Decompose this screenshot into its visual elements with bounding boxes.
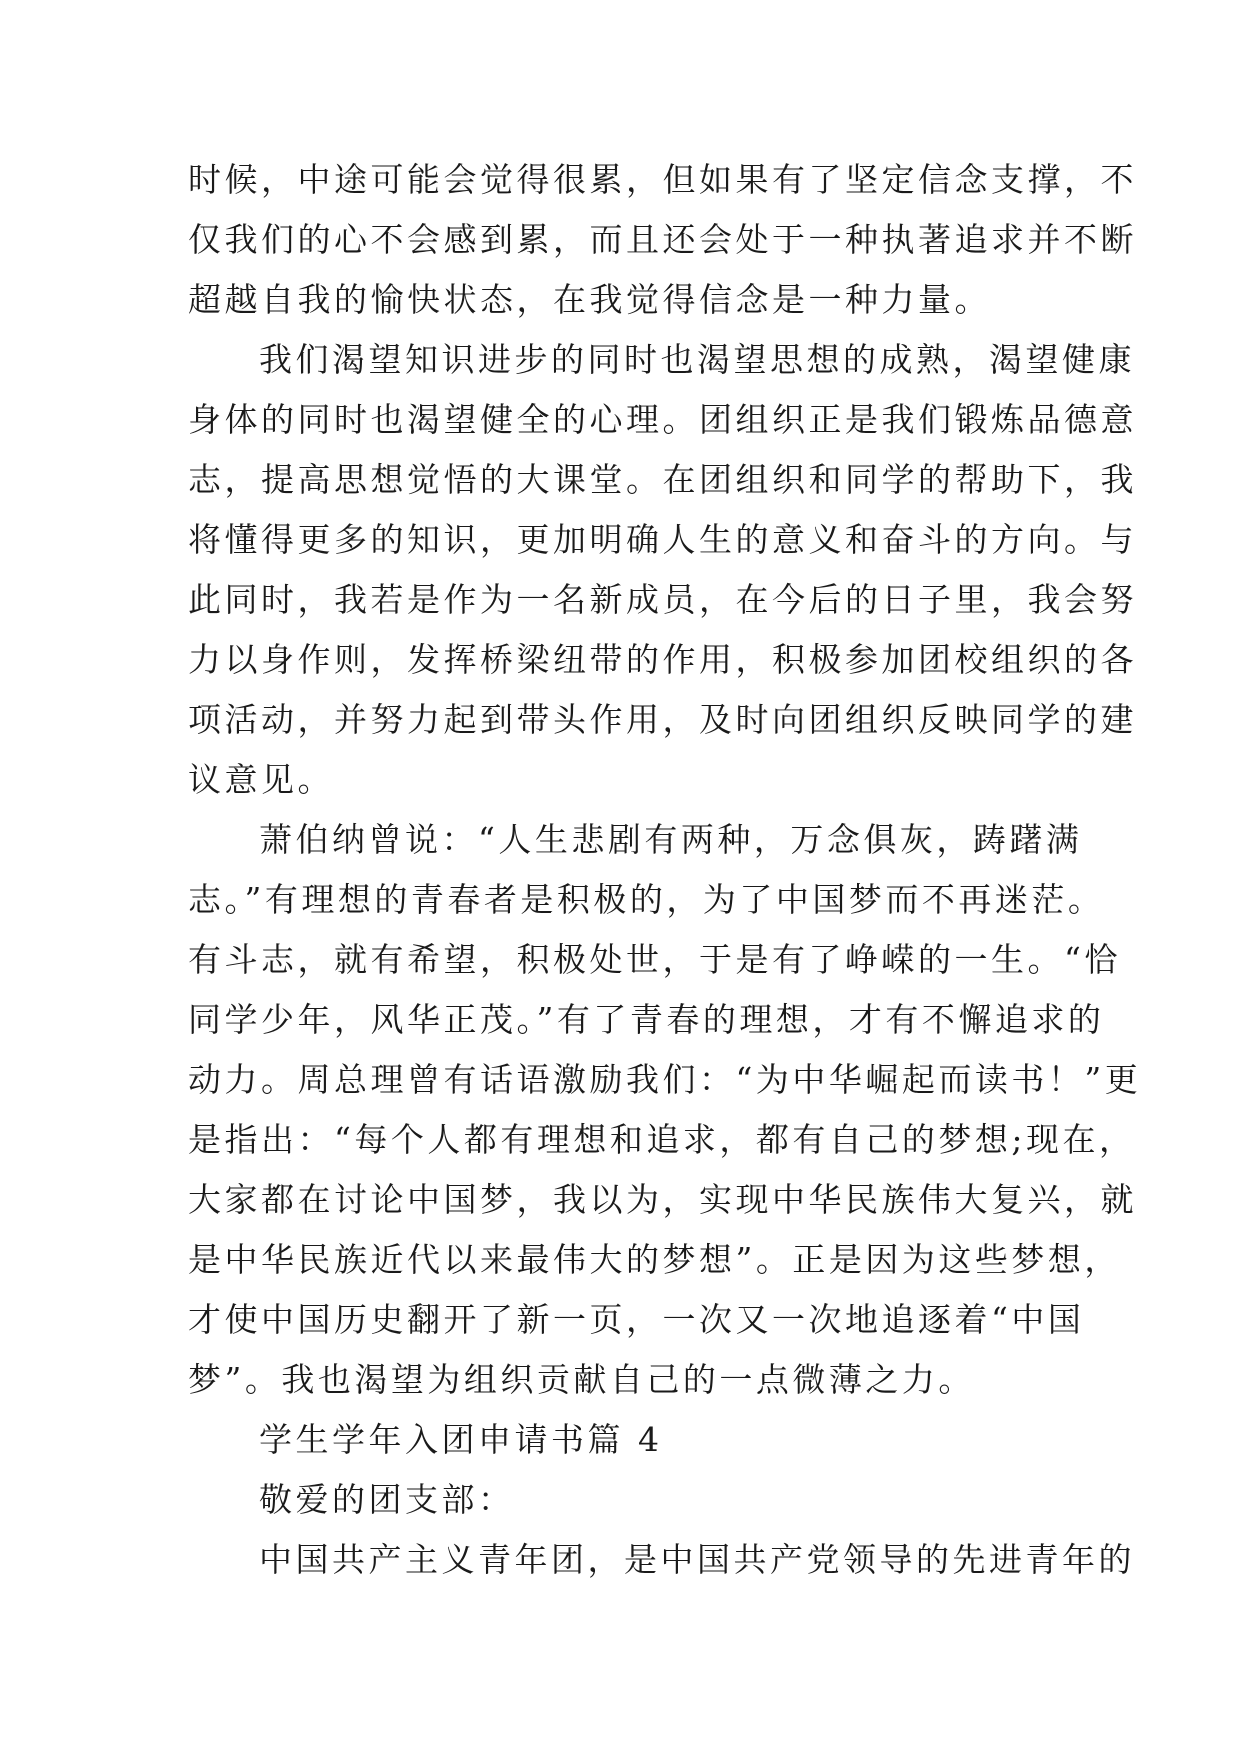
section-heading: 学生学年入团申请书篇 4: [259, 1420, 663, 1459]
text-line: 力以身作则，发挥桥梁纽带的作用，积极参加团校组织的各: [188, 640, 1137, 679]
text-line: 有斗志，就有希望，积极处世，于是有了峥嵘的一生。“恰: [188, 940, 1121, 979]
paragraph-start-line: 中国共产主义青年团，是中国共产党领导的先进青年的: [259, 1540, 1135, 1579]
text-line: 超越自我的愉快状态，在我觉得信念是一种力量。: [188, 280, 991, 319]
text-line: 将懂得更多的知识，更加明确人生的意义和奋斗的方向。与: [188, 520, 1137, 559]
text-line: 同学少年，风华正茂。”有了青春的理想，才有不懈追求的: [188, 1000, 1105, 1039]
text-line: 志。”有理想的青春者是积极的，为了中国梦而不再迷茫。: [188, 880, 1105, 919]
paragraph-start-line: 萧伯纳曾说：“人生悲剧有两种，万念俱灰，踌躇满: [259, 820, 1083, 859]
text-line: 大家都在讨论中国梦，我以为，实现中华民族伟大复兴，就: [188, 1180, 1137, 1219]
document-page: [188, 150, 1142, 1590]
text-line: 仅我们的心不会感到累，而且还会处于一种执著追求并不断: [188, 220, 1137, 259]
salutation: 敬爱的团支部：: [259, 1480, 515, 1519]
text-line: 是中华民族近代以来最伟大的梦想”。正是因为这些梦想，: [188, 1240, 1121, 1279]
text-line: 议意见。: [188, 760, 334, 799]
text-line: 此同时，我若是作为一名新成员，在今后的日子里，我会努: [188, 580, 1137, 619]
text-line: 动力。周总理曾有话语激励我们：“为中华崛起而读书！”更: [188, 1060, 1142, 1099]
text-line: 志，提高思想觉悟的大课堂。在团组织和同学的帮助下，我: [188, 460, 1137, 499]
text-line: 梦”。我也渴望为组织贡献自己的一点微薄之力。: [188, 1360, 975, 1399]
text-line: 时候，中途可能会觉得很累，但如果有了坚定信念支撑，不: [188, 160, 1137, 199]
text-line: 身体的同时也渴望健全的心理。团组织正是我们锻炼品德意: [188, 400, 1137, 439]
text-line: 是指出：“每个人都有理想和追求，都有自己的梦想;现在，: [188, 1120, 1136, 1159]
text-line: 项活动，并努力起到带头作用，及时向团组织反映同学的建: [188, 700, 1137, 739]
paragraph-start-line: 我们渴望知识进步的同时也渴望思想的成熟，渴望健康: [259, 340, 1135, 379]
text-line: 才使中国历史翻开了新一页，一次又一次地追逐着“中国: [188, 1300, 1085, 1339]
